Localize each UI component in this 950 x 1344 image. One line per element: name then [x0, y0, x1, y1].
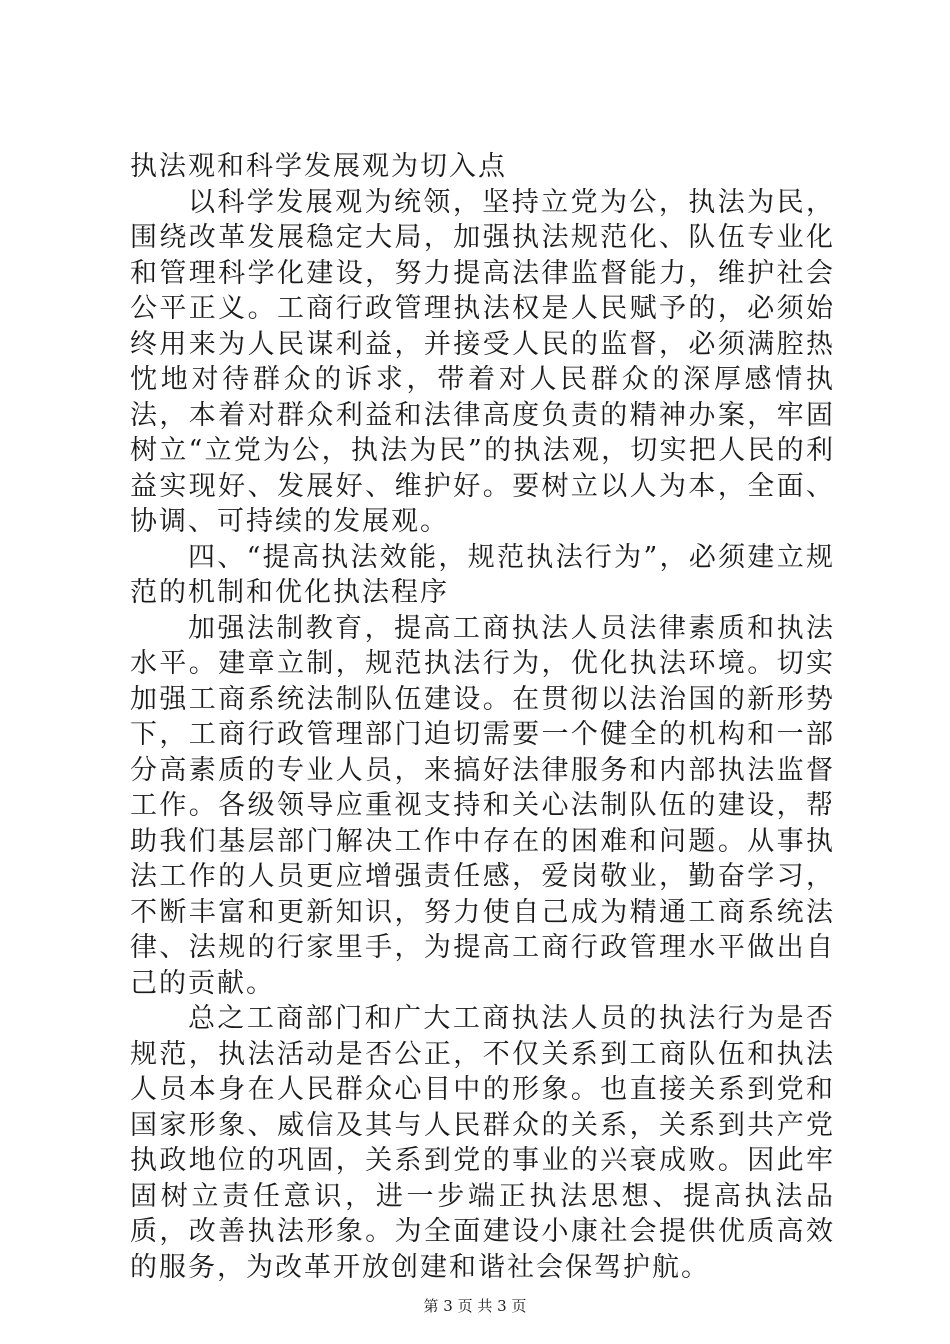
- section-heading-4: 四、“提高执法效能，规范执法行为”，必须建立规范的机制和优化执法程序: [130, 541, 835, 608]
- page-footer: 第 3 页 共 3 页: [423, 1297, 527, 1315]
- paragraph-4: 总之工商部门和广大工商执法人员的执法行为是否规范，执法活动是否公正，不仅关系到工商队伍和执法人员本身在人民群众心目中的形象。也直接关系到党和国家形象、威信及其与人民群众的关系，关系到共产党执政地位的巩固，关系到党的事业的兴衰成败。因此牢固树立责任意识，进一步端正执法思想、提高执法品质，改善执法形象。为全面建设小康社会提供优质高效的服务，为改革开放创建和谐社会保驾护航。: [130, 1003, 835, 1283]
- body-text: [130, 149, 835, 1285]
- paragraph-1: 执法观和科学发展观为切入点: [130, 151, 507, 182]
- paragraph-3: 加强法制教育，提高工商执法人员法律素质和执法水平。建章立制，规范执法行为，优化执法环境。切实加强工商系统法制队伍建设。在贯彻以法治国的新形势下，工商行政管理部门迫切需要一个健全的机构和一部分高素质的专业人员，来搞好法律服务和内部执法监督工作。各级领导应重视支持和关心法制队伍的建设，帮助我们基层部门解决工作中存在的困难和问题。从事执法工作的人员更应增强责任感，爱岗敬业，勤奋学习，不断丰富和更新知识，努力使自己成为精通工商系统法律、法规的行家里手，为提高工商行政管理水平做出自己的贡献。: [130, 612, 835, 999]
- paragraph-2: 以科学发展观为统领，坚持立党为公，执法为民，围绕改革发展稳定大局，加强执法规范化、队伍专业化和管理科学化建设，努力提高法律监督能力，维护社会公平正义。工商行政管理执法权是人民赋予的，必须始终用来为人民谋利益，并接受人民的监督，必须满腔热忱地对待群众的诉求，带着对人民群众的深厚感情执法，本着对群众利益和法律高度负责的精神办案，牢固树立“立党为公，执法为民”的执法观，切实把人民的利益实现好、发展好、维护好。要树立以人为本，全面、协调、可持续的发展观。: [130, 186, 835, 537]
